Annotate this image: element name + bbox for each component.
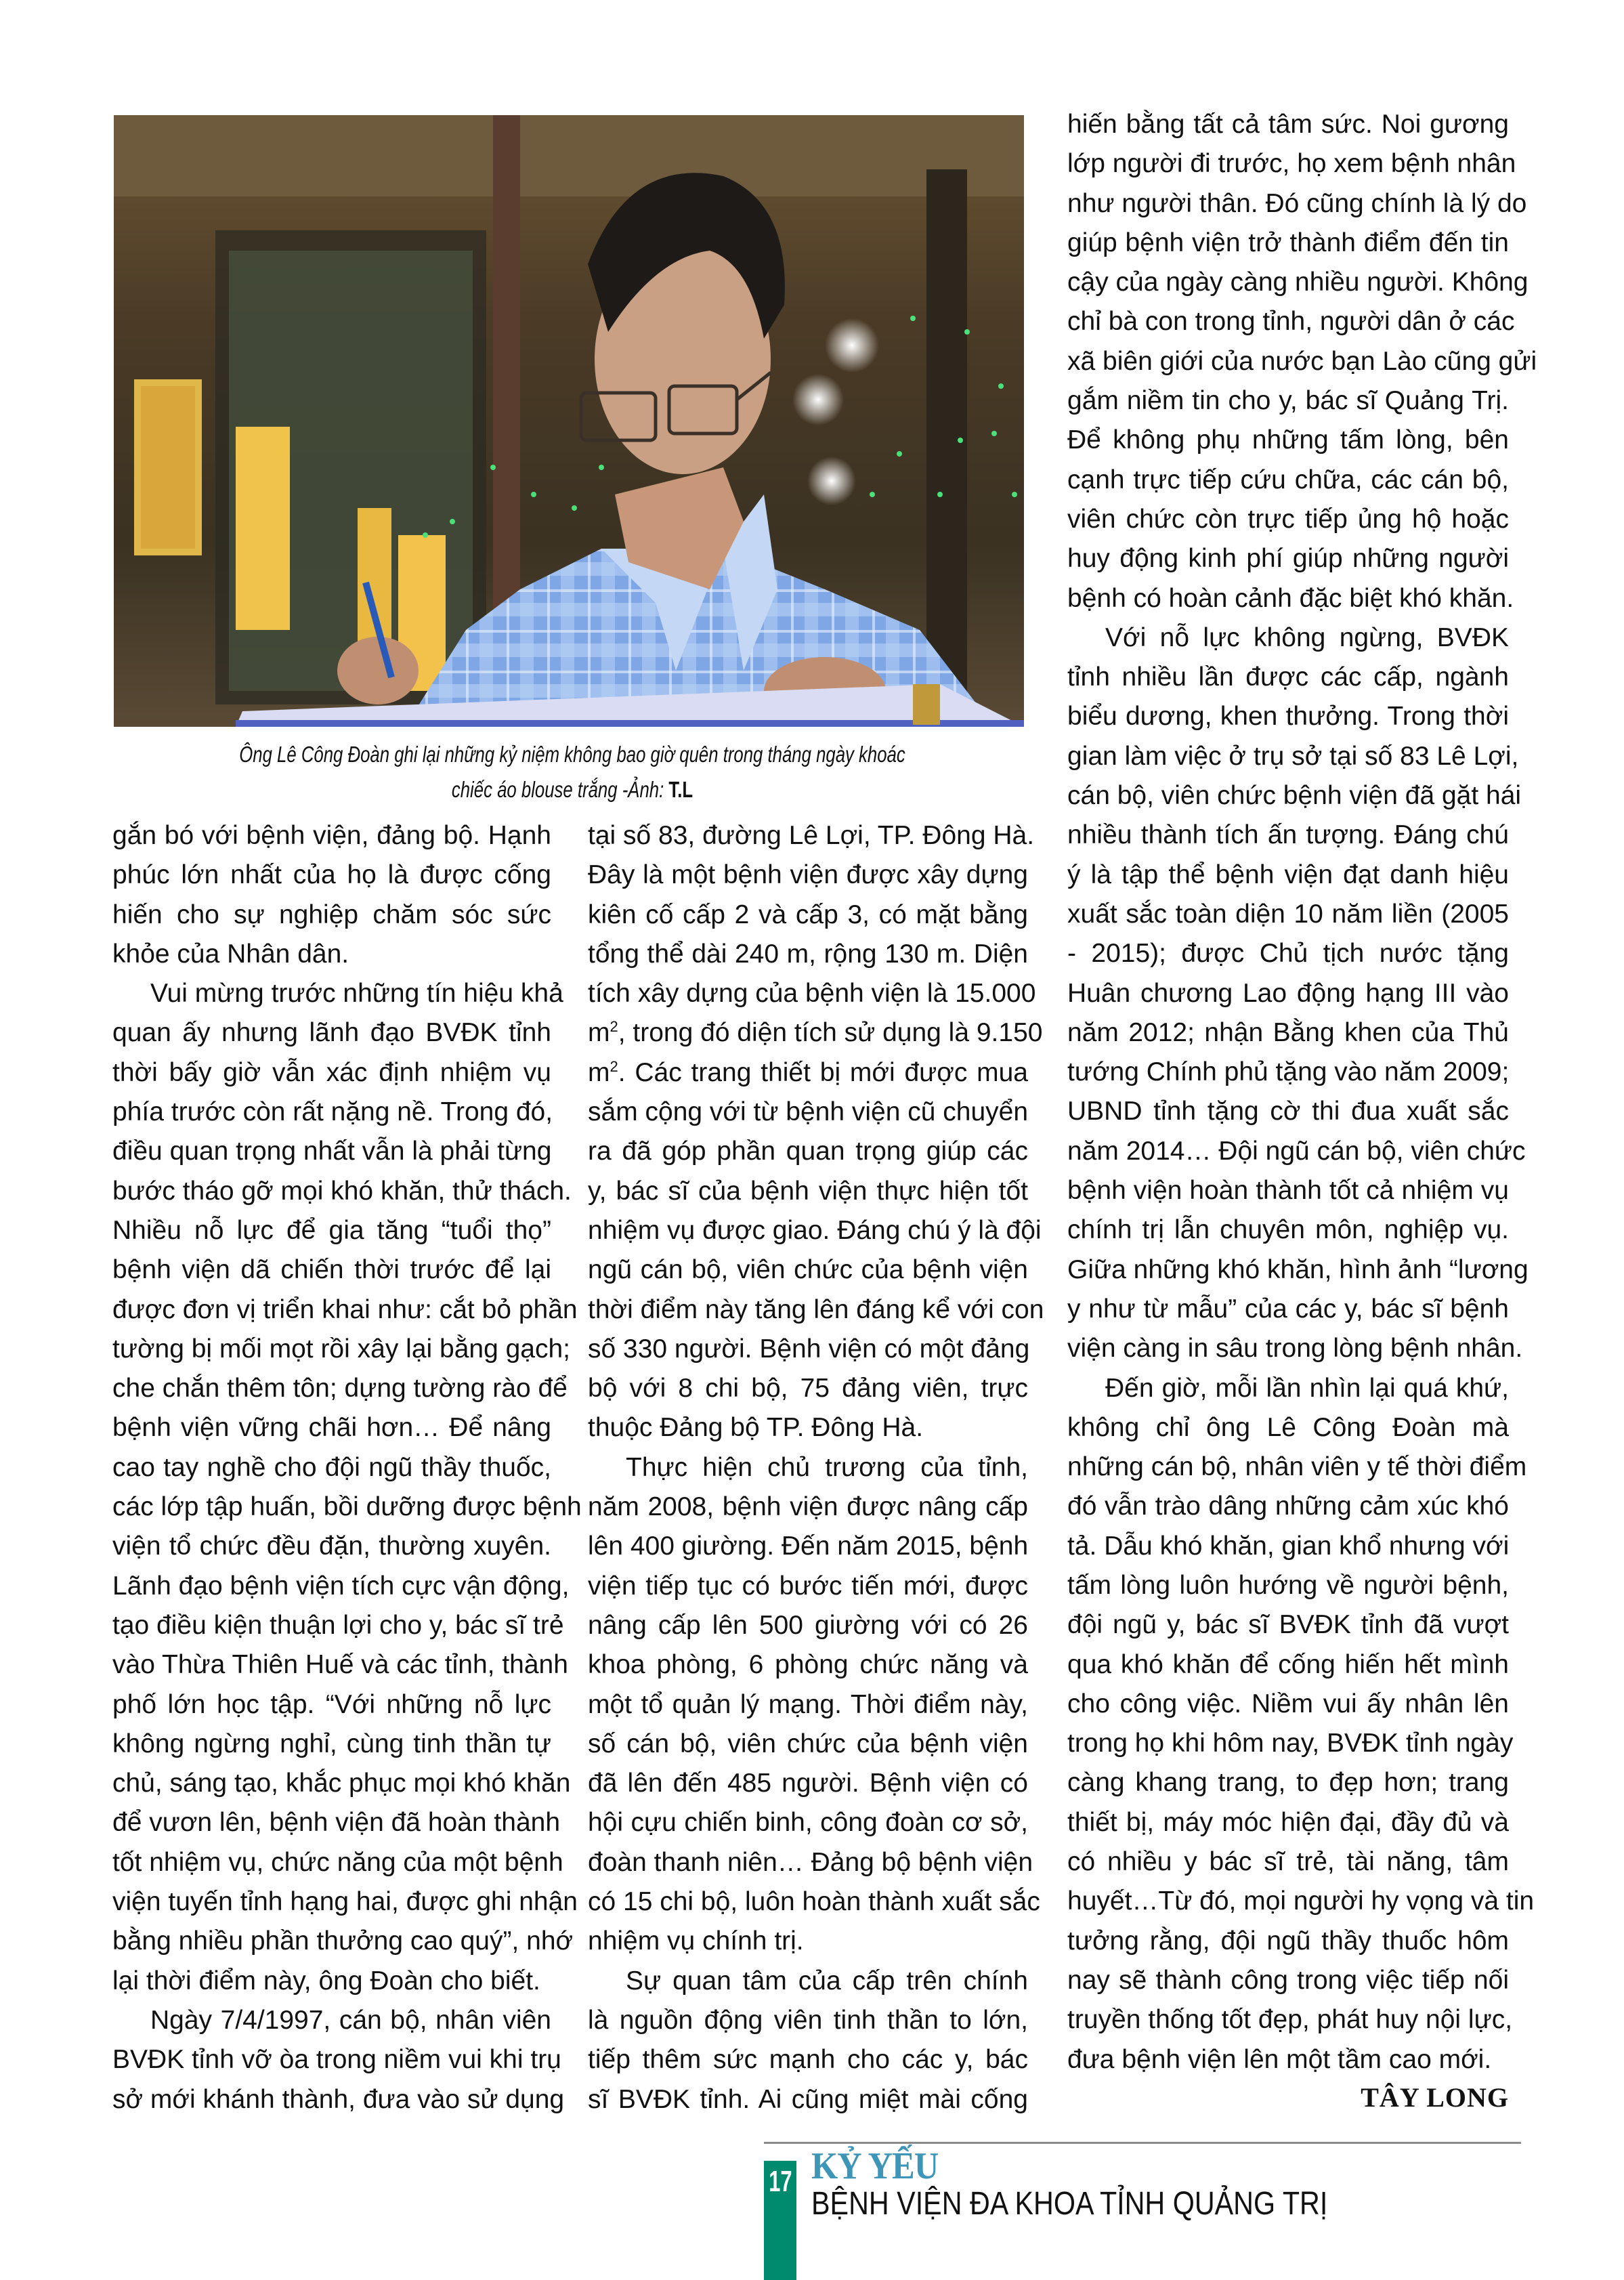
text-line: có 15 chi bộ, luôn hoàn thành xuất sắc xyxy=(588,1887,1040,1917)
text-line: phúc lớn nhất của họ là được cống xyxy=(112,860,551,890)
text-line: tốt nhiệm vụ, chức năng của một bệnh xyxy=(112,1847,563,1877)
text-line: lại thời điểm này, ông Đoàn cho biết. xyxy=(112,1966,540,1996)
text-line: tướng Chính phủ tặng vào năm 2009; xyxy=(1067,1057,1510,1087)
text-line: Giữa những khó khăn, hình ảnh “lương xyxy=(1067,1254,1529,1284)
text-line: xã biên giới của nước bạn Lào cũng gửi xyxy=(1067,346,1537,376)
text-line: $m^2$, trong đó diện tích sử dụng là 9.150 xyxy=(588,1018,1043,1048)
text-line: điều quan trọng nhất vẫn là phải từng xyxy=(112,1137,552,1166)
text-line: - 2015); được Chủ tịch nước tặng xyxy=(1067,939,1509,969)
text-line: bằng nhiều phần thưởng cao quý”, nhớ xyxy=(112,1926,574,1956)
text-line: bệnh viện dã chiến thời trước để lại xyxy=(112,1255,551,1285)
text-line: bệnh viện hoàn thành tốt cả nhiệm vụ xyxy=(1067,1176,1509,1206)
text-line: sĩ BVĐK tỉnh. Ai cũng miệt mài cống xyxy=(588,2084,1028,2114)
text-line: sắm cộng với từ bệnh viện cũ chuyển xyxy=(588,1097,1029,1127)
text-line: thời bấy giờ vẫn xác định nhiệm vụ xyxy=(112,1057,551,1087)
text-line: đã lên đến 485 người. Bệnh viện có xyxy=(588,1769,1028,1798)
article-column-2 xyxy=(588,816,1044,2119)
text-line: cho công việc. Niềm vui ấy nhân lên xyxy=(1067,1689,1509,1718)
hospital-name: BỆNH VIỆN ĐA KHOA TỈNH QUẢNG TRỊ xyxy=(811,2186,1328,2222)
text-line: cậy của ngày càng nhiều người. Không xyxy=(1067,268,1529,297)
text-line: ngũ cán bộ, viên chức của bệnh viện xyxy=(588,1255,1028,1285)
page-number: 17 xyxy=(769,2165,792,2198)
text-line: năm 2012; nhận Bằng khen của Thủ xyxy=(1067,1017,1509,1047)
text-line: đưa bệnh viện lên một tầm cao mới. xyxy=(1067,2044,1492,2074)
text-line: viên chức còn trực tiếp ủng hộ hoặc xyxy=(1067,504,1509,534)
text-line: phố lớn học tập. “Với những nỗ lực xyxy=(112,1689,551,1719)
superscript: 2 xyxy=(610,1057,618,1075)
text-line: lớp người đi trước, họ xem bệnh nhân xyxy=(1067,149,1516,179)
photo-credit: T.L xyxy=(668,777,693,802)
text-line: biểu dương, khen thưởng. Trong thời xyxy=(1067,702,1509,732)
text-line: thuộc Đảng bộ TP. Đông Hà. xyxy=(588,1413,924,1443)
article-column-3 xyxy=(1067,105,1537,2080)
text-line: là nguồn động viên tinh thần to lớn, xyxy=(588,2005,1028,2035)
text-line: Để không phụ những tấm lòng, bên xyxy=(1067,425,1509,455)
text-line: ý là tập thể bệnh viện đạt danh hiệu xyxy=(1067,860,1509,889)
author-byline: TÂY LONG xyxy=(1361,2082,1509,2113)
text-line: hiến bằng tất cả tâm sức. Noi gương xyxy=(1067,110,1509,139)
text-line: có nhiều y bác sĩ trẻ, tài năng, tâm xyxy=(1067,1847,1509,1877)
text-line: tấm lòng luôn hướng về người bệnh, xyxy=(1067,1570,1509,1600)
caption-line-1: Ông Lê Công Đoàn ghi lại những kỷ niệm không bao giờ quên trong tháng ngày khoác xyxy=(239,742,905,767)
text-line: hiến cho sự nghiệp chăm sóc sức xyxy=(112,900,551,929)
text-line: không chỉ ông Lê Công Đoàn mà xyxy=(1067,1412,1509,1442)
text-line: viện tổ chức đều đặn, thường xuyên. xyxy=(112,1532,551,1561)
text-line: một tổ quản lý mạng. Thời điểm này, xyxy=(588,1689,1028,1719)
text-line: số cán bộ, viên chức của bệnh viện xyxy=(588,1729,1028,1758)
text-line: Nhiều nỗ lực để gia tăng “tuổi thọ” xyxy=(112,1215,551,1245)
text-line: thời điểm này tăng lên đáng kể với con xyxy=(588,1294,1044,1324)
text-line: che chắn thêm tôn; dựng tường rào để xyxy=(112,1374,568,1403)
text-line: Thực hiện chủ trương của tỉnh, xyxy=(626,1452,1028,1482)
text-line: huyết…Từ đó, mọi người hy vọng và tin xyxy=(1067,1886,1535,1916)
text-line: nâng cấp lên 500 giường với có 26 xyxy=(588,1610,1028,1640)
text-line: cạnh trực tiếp cứu chữa, các cán bộ, xyxy=(1067,465,1509,494)
publication-title: KỶ YẾU xyxy=(811,2145,939,2187)
text-line: $m^2$. Các trang thiết bị mới được mua xyxy=(588,1057,1028,1087)
text-line: khoa phòng, 6 phòng chức năng và xyxy=(588,1650,1028,1680)
text-line: để vươn lên, bệnh viện đã hoàn thành xyxy=(112,1808,561,1838)
photo-illustration xyxy=(114,115,1024,727)
text-line: nhiệm vụ chính trị. xyxy=(588,1926,804,1956)
text-line: Đến giờ, mỗi lần nhìn lại quá khứ, xyxy=(1105,1373,1509,1403)
text-line: chỉ bà con trong tỉnh, người dân ở các xyxy=(1067,307,1515,337)
text-line: đội ngũ y, bác sĩ BVĐK tỉnh đã vượt xyxy=(1067,1610,1509,1640)
footer-divider xyxy=(764,2142,1521,2144)
text-line: Vui mừng trước những tín hiệu khả xyxy=(150,979,563,1009)
text-line: bệnh có hoàn cảnh đặc biệt khó khăn. xyxy=(1067,583,1514,613)
text-line: chính trị lẫn chuyên môn, nghiệp vụ. xyxy=(1067,1215,1509,1245)
photo-caption xyxy=(232,737,913,807)
text-line: Huân chương Lao động hạng III vào xyxy=(1067,978,1509,1008)
text-line: năm 2008, bệnh viện được nâng cấp xyxy=(588,1492,1028,1522)
text-line: lên 400 giường. Đến năm 2015, bệnh xyxy=(588,1532,1029,1561)
text-line: cán bộ, viên chức bệnh viện đã gặt hái xyxy=(1067,781,1522,811)
text-line: đó vẫn trào dâng những cảm xúc khó xyxy=(1067,1492,1509,1521)
article-photo xyxy=(114,115,1024,727)
text-line: cao tay nghề cho đội ngũ thầy thuốc, xyxy=(112,1452,551,1482)
text-line: tại số 83, đường Lê Lợi, TP. Đông Hà. xyxy=(588,821,1035,850)
text-line: tường bị mối mọt rồi xây lại bằng gạch; xyxy=(112,1334,571,1364)
text-line: chủ, sáng tạo, khắc phục mọi khó khăn xyxy=(112,1769,571,1798)
text-line: khỏe của Nhân dân. xyxy=(112,939,349,969)
text-line: nay sẽ thành công trong việc tiếp nối xyxy=(1067,1965,1509,1995)
text-line: năm 2014… Đội ngũ cán bộ, viên chức xyxy=(1067,1136,1526,1166)
text-line: BVĐK tỉnh vỡ òa trong niềm vui khi trụ xyxy=(112,2045,561,2075)
text-line: y như từ mẫu” của các y, bác sĩ bệnh xyxy=(1067,1294,1509,1324)
text-line: xuất sắc toàn diện 10 năm liền (2005 xyxy=(1067,899,1509,929)
text-line: Với nỗ lực không ngừng, BVĐK xyxy=(1105,622,1509,652)
text-line: UBND tỉnh tặng cờ thi đua xuất sắc xyxy=(1067,1097,1509,1126)
text-line: thiết bị, máy móc hiện đại, đầy đủ và xyxy=(1067,1807,1509,1837)
text-line: Đây là một bệnh viện được xây dựng xyxy=(588,860,1028,890)
text-line: viện càng in sâu trong lòng bệnh nhân. xyxy=(1067,1334,1523,1364)
text-line: bộ với 8 chi bộ, 75 đảng viên, trực xyxy=(588,1374,1028,1403)
text-line: như người thân. Đó cũng chính là lý do xyxy=(1067,188,1527,218)
text-line: tả. Dẫu khó khăn, gian khổ nhưng với xyxy=(1067,1531,1510,1561)
text-line: viện tuyến tỉnh hạng hai, được ghi nhận xyxy=(112,1887,578,1917)
text-line: hội cựu chiến binh, công đoàn cơ sở, xyxy=(588,1808,1028,1838)
text-line: quan ấy nhưng lãnh đạo BVĐK tỉnh xyxy=(112,1018,551,1048)
text-line: không ngừng nghỉ, cùng tinh thần tự xyxy=(112,1729,551,1758)
text-line: viện tiếp tục có bước tiến mới, được xyxy=(588,1571,1028,1601)
text-line: càng khang trang, to đẹp hơn; trang xyxy=(1067,1768,1509,1798)
article-column-1 xyxy=(112,816,582,2119)
text-line: số 330 người. Bệnh viện có một đảng xyxy=(588,1334,1030,1364)
text-line: truyền thống tốt đẹp, phát huy nội lực, xyxy=(1067,2005,1513,2035)
text-line: sở mới khánh thành, đưa vào sử dụng xyxy=(112,2084,565,2114)
text-line: tưởng rằng, đội ngũ thầy thuốc hôm xyxy=(1067,1926,1509,1956)
text-line: bước tháo gỡ mọi khó khăn, thử thách. xyxy=(112,1176,572,1206)
text-line: bệnh viện vững chãi hơn… Để nâng xyxy=(112,1413,551,1443)
text-line: tỉnh nhiều lần được các cấp, ngành xyxy=(1067,662,1509,692)
superscript: 2 xyxy=(610,1018,618,1036)
text-line: qua khó khăn để cống hiến hết mình xyxy=(1067,1649,1509,1679)
text-line: nhiệm vụ được giao. Đáng chú ý là đội xyxy=(588,1215,1042,1245)
text-line: phía trước còn rất nặng nề. Trong đó, xyxy=(112,1097,553,1127)
text-line: y, bác sĩ của bệnh viện thực hiện tốt xyxy=(588,1176,1028,1206)
text-line: gian làm việc ở trụ sở tại số 83 Lê Lợi, xyxy=(1067,741,1519,771)
text-line: tiếp thêm sức mạnh cho các y, bác xyxy=(588,2045,1028,2075)
text-line: nhiều thành tích ấn tượng. Đáng chú xyxy=(1067,820,1509,850)
text-line: Sự quan tâm của cấp trên chính xyxy=(626,1966,1028,1996)
text-line: Lãnh đạo bệnh viện tích cực vận động, xyxy=(112,1571,570,1601)
text-line: huy động kinh phí giúp những người xyxy=(1067,544,1509,574)
text-line: ra đã góp phần quan trọng giúp các xyxy=(588,1137,1028,1166)
text-line: gắn bó với bệnh viện, đảng bộ. Hạnh xyxy=(112,821,551,850)
text-line: các lớp tập huấn, bồi dưỡng được bệnh xyxy=(112,1492,582,1522)
caption-line-2 xyxy=(232,772,913,807)
text-line: những cán bộ, nhân viên y tế thời điểm xyxy=(1067,1452,1527,1482)
text-line: trong họ khi hôm nay, BVĐK tỉnh ngày xyxy=(1067,1729,1514,1758)
text-line: Ngày 7/4/1997, cán bộ, nhân viên xyxy=(150,2005,551,2035)
text-line: tổng thể dài 240 m, rộng 130 m. Diện xyxy=(588,939,1028,969)
text-line: giúp bệnh viện trở thành điểm đến tin xyxy=(1067,228,1509,257)
text-line: được đơn vị triển khai như: cắt bỏ phần xyxy=(112,1294,578,1324)
text-line: đoàn thanh niên… Đảng bộ bệnh viện xyxy=(588,1847,1033,1877)
caption-text: chiếc áo blouse trắng -Ảnh: xyxy=(451,777,669,802)
text-line: gắm niềm tin cho y, bác sĩ Quảng Trị. xyxy=(1067,386,1509,416)
text-line: vào Thừa Thiên Huế và các tỉnh, thành xyxy=(112,1650,568,1680)
text-line: kiên cố cấp 2 và cấp 3, có mặt bằng xyxy=(588,900,1028,929)
text-line: tích xây dựng của bệnh viện là 15.000 xyxy=(588,979,1036,1009)
text-line: tạo điều kiện thuận lợi cho y, bác sĩ trẻ xyxy=(112,1610,564,1640)
